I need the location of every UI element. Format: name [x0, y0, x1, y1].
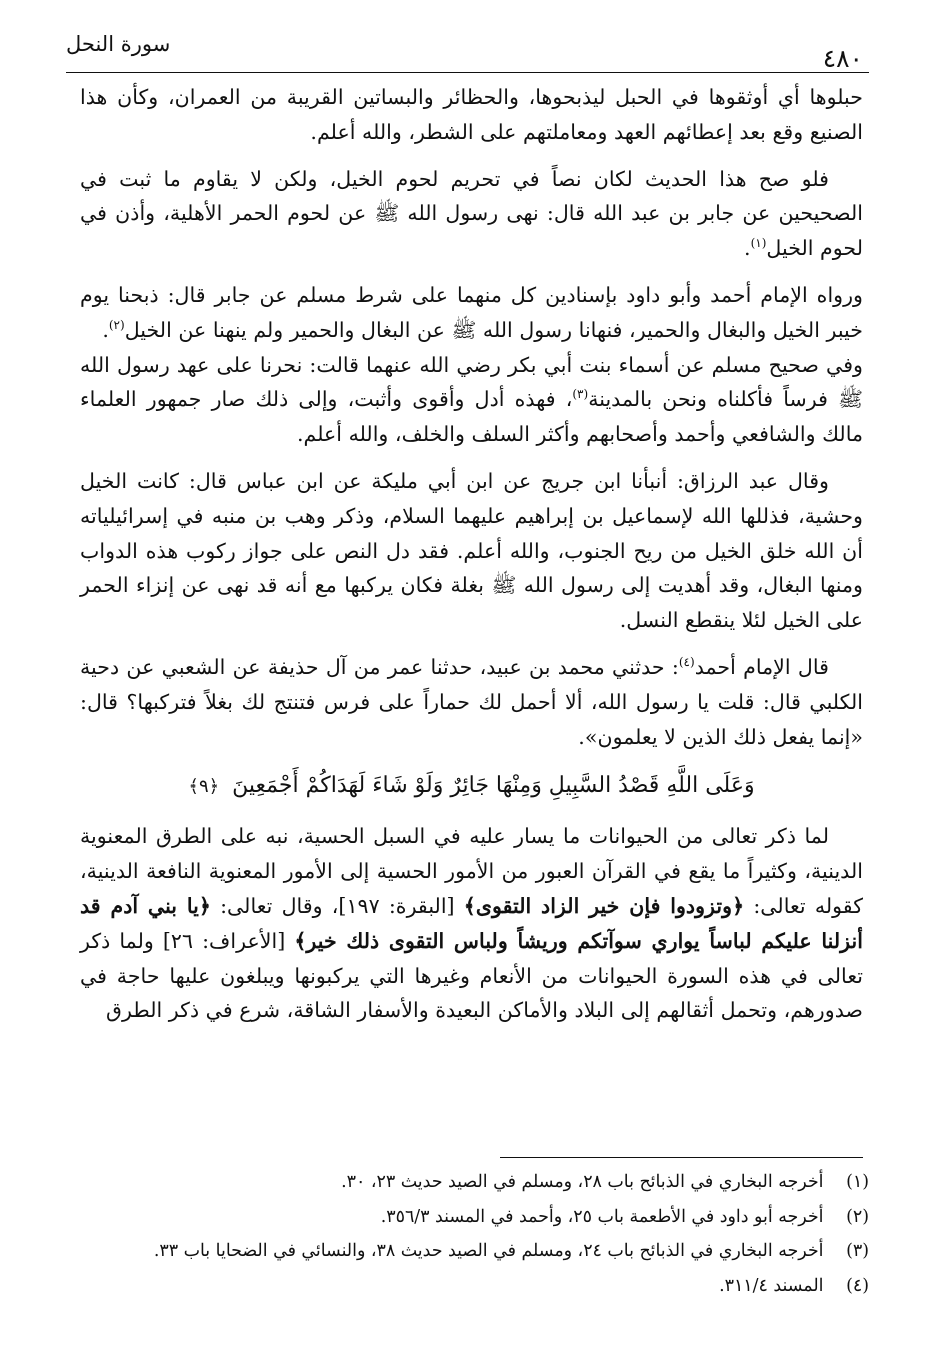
quoted-verse: ﴿يا بني آدم قد أنزلنا عليكم لباساً يواري سوآتكم وريشاً ولباس التقوى ذلك خير﴾	[80, 893, 863, 953]
paragraph-text: : حدثني محمد بن عبيد، حدثنا عمر من آل حذيفة عن الشعبي عن دحية الكلبي قال: قلت يا رسول الله، ألا أحمل لك حماراً على فرس فتنتج لك بغلاً فتركبها؟ قال: «إنما يفعل ذلك الذين لا يعلمون».	[80, 654, 863, 749]
verse-reference: [البقرة: ١٩٧]، وقال تعالى:	[220, 893, 455, 918]
quoted-verse: ﴿وتزودوا فإن خير الزاد التقوى﴾	[463, 893, 745, 918]
paragraph-text: فلو صح هذا الحديث لكان نصاً في تحريم لحوم الخيل، ولكن لا يقاوم ما ثبت في الصحيحين عن جابر بن عبد الله قال: نهى رسول الله ﷺ عن لحوم الحمر الأهلية، وأذن في لحوم الخيل	[80, 166, 863, 261]
paragraph-text: حبلوها أي أوثقوها في الحبل ليذبحوها، والحظائر والبساتين القريبة من العمران، وكأن هذا الصنيع وقع بعد إعطائهم العهد ومعاملتهم على الشطر، والله أعلم.	[80, 85, 863, 144]
footnote-text: أخرجه البخاري في الذبائح باب ٢٤، ومسلم في الصيد حديث ٣٨، والنسائي في الضحايا باب ٣٣.	[153, 1241, 824, 1261]
paragraph-text: ورواه الإمام أحمد وأبو داود بإسنادين كل منهما على شرط مسلم عن جابر قال: ذبحنا يوم خيبر الخيل والبغال والحمير، فنهانا رسول الله ﷺ عن البغال والحمير ولم ينهنا عن الخيل	[80, 282, 863, 342]
verse-text: وَعَلَى اللَّهِ قَصْدُ السَّبِيلِ وَمِنْهَا جَائِرٌ وَلَوْ شَاءَ لَهَدَاكُمْ أَجْمَعِينَ	[232, 773, 755, 799]
footnote-number: (٢)	[846, 1206, 869, 1227]
paragraph-text: لما ذكر تعالى من الحيوانات ما يسار عليه في السبل الحسية، نبه على الطرق المعنوية الدينية، وكثيراً ما يقع في القرآن العبور من الأمور الحسية إلى الأمور المعنوية النافعة الدينية، كقوله تعالى:	[80, 824, 864, 918]
footnote-reference: (٤)	[678, 654, 695, 669]
paragraph-text: ، فهذه أدل وأقوى وأثبت، وإلى ذلك صار جمهور العلماء مالك والشافعي وأحمد وأصحابهم وأكثر السلف والخلف، والله أعلم.	[80, 387, 863, 447]
running-header-surah-name: سورة النحل	[66, 32, 171, 56]
header-divider	[66, 72, 869, 73]
footnote-item	[60, 1200, 869, 1235]
paragraph-1	[80, 80, 863, 150]
footnote-reference: (١)	[750, 236, 767, 251]
footnote-reference: (٣)	[572, 387, 589, 402]
footnote-text: أخرجه البخاري في الذبائح باب ٢٨، ومسلم في الصيد حديث ٢٣، ٣٠.	[341, 1172, 824, 1192]
paragraph-5	[80, 650, 863, 754]
paragraph-text: وقال عبد الرزاق: أنبأنا ابن جريج عن ابن أبي مليكة عن ابن عباس قال: كانت الخيل وحشية، فذللها الله لإسماعيل بن إبراهيم عليهما السلام، وذكر وهب بن منبه في إسرائيلياته أن الله خلق الخيل من ريح الجنوب، والله أعلم. فقد دل النص على جواز ركوب هذه الدواب ومنها البغال، وقد أهديت إلى رسول الله ﷺ بغلة فكان يركبها مع أنه قد نهى عن إنزاء الحمر على الخيل لئلا ينقطع النسل.	[80, 468, 864, 633]
paragraph-text: .	[102, 317, 109, 342]
paragraph-text: قال الإمام أحمد	[694, 654, 829, 679]
paragraph-3-continued	[80, 348, 863, 452]
footnote-text: المسند ٣١١/٤.	[719, 1275, 824, 1296]
paragraph-4	[80, 464, 863, 638]
footnote-text: أخرجه أبو داود في الأطعمة باب ٢٥، وأحمد في المسند ٣٥٦/٣.	[380, 1206, 824, 1227]
paragraph-2	[80, 162, 863, 266]
footnote-number: (٤)	[846, 1275, 869, 1296]
main-text	[80, 80, 863, 1040]
footnotes-list	[60, 1165, 869, 1303]
footnote-item	[60, 1269, 869, 1304]
footnote-item	[60, 1165, 869, 1200]
footnote-number: (٣)	[846, 1241, 869, 1261]
footnote-divider	[500, 1157, 863, 1158]
paragraph-text: .	[744, 236, 751, 261]
commentary-paragraph	[80, 819, 863, 1028]
footnote-item	[60, 1234, 869, 1269]
footnote-reference: (٢)	[108, 317, 125, 332]
verse-reference: [الأعراف: ٢٦] ولما ذكر تعالى في هذه السورة الحيوانات من الأنعام وغيرها التي يركبونها ويبلغون عليها حاجة في صدورهم، وتحمل أثقالهم إلى البلاد والأماكن البعيدة والأسفار الشاقة، شرع في ذكر الطرق	[80, 928, 863, 1023]
page-number: ٤٨٠	[822, 44, 863, 73]
footnote-number: (١)	[846, 1172, 869, 1192]
ayah-number-marker: ﴿٩﴾	[188, 776, 220, 798]
quran-verse	[80, 766, 863, 807]
paragraph-text: وفي صحيح مسلم عن أسماء بنت أبي بكر رضي الله عنهما قالت: نحرنا على عهد رسول الله ﷺ فرساً فأكلناه ونحن بالمدينة	[80, 352, 863, 412]
paragraph-3	[80, 278, 863, 348]
